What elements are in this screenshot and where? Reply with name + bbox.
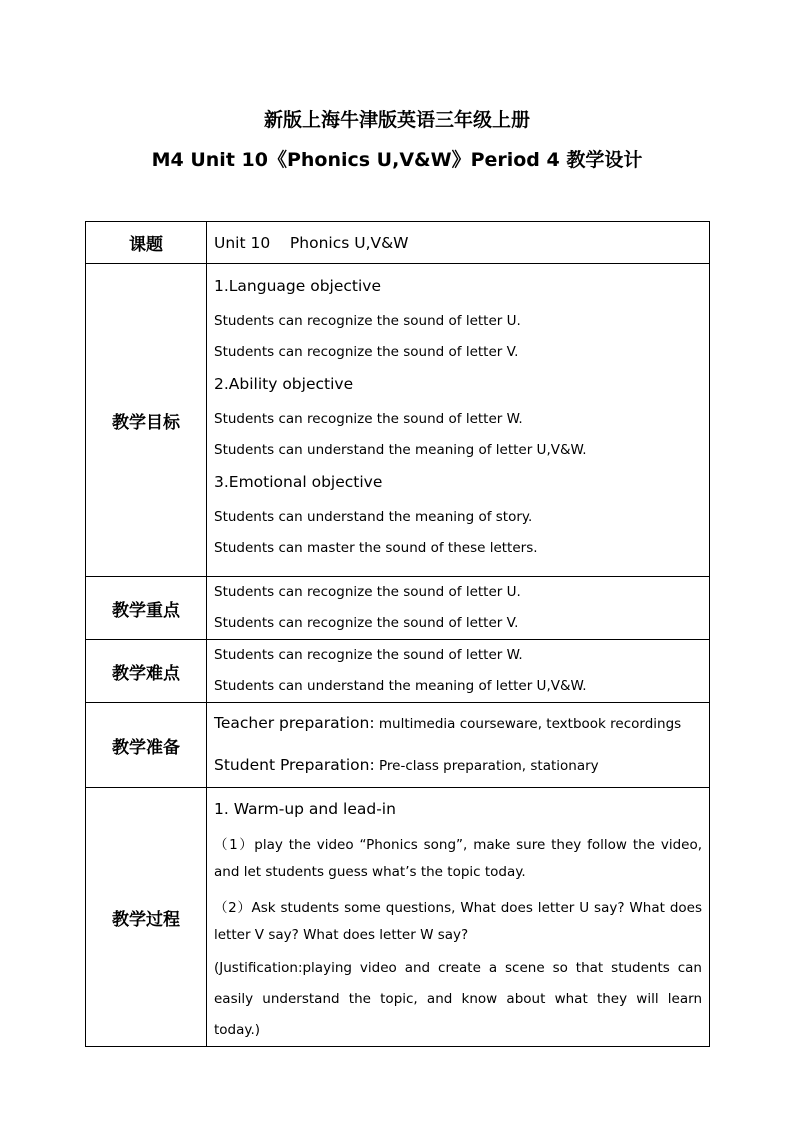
row-preparation	[86, 703, 710, 788]
row-process	[86, 788, 710, 1047]
key-point-line: Students can recognize the sound of letter U.	[214, 584, 521, 600]
student-preparation-value: Pre-class preparation, stationary	[374, 758, 599, 774]
cell-objectives	[207, 264, 710, 577]
cell-difficult-points	[207, 640, 710, 703]
difficult-point-line: Students can recognize the sound of letter W.	[214, 647, 523, 663]
objective-heading: 3.Emotional objective	[214, 473, 383, 491]
objective-heading: 1.Language objective	[214, 277, 381, 295]
student-preparation-key: Student Preparation:	[214, 756, 375, 774]
label-difficult-points: 教学难点	[86, 640, 207, 703]
row-objectives	[86, 264, 710, 577]
label-key-points: 教学重点	[86, 577, 207, 640]
objective-heading: 2.Ability objective	[214, 375, 354, 393]
row-difficult-points	[86, 640, 710, 703]
student-preparation	[214, 745, 702, 787]
objective-line: Students can recognize the sound of letter V.	[214, 344, 519, 360]
cell-preparation	[207, 703, 710, 788]
label-objectives: 教学目标	[86, 264, 207, 577]
key-point-line: Students can recognize the sound of letter V.	[214, 615, 519, 631]
process-paragraph: （2）Ask students some questions, What does letter U say? What does letter V say? What does letter W say?	[214, 900, 702, 943]
cell-process	[207, 788, 710, 1047]
topic-value: Unit 10 Phonics U,V&W	[214, 233, 409, 252]
cell-topic	[207, 222, 710, 264]
process-paragraph: （1）play the video “Phonics song”, make sure they follow the video, and let students guess what’s the topic today.	[214, 837, 702, 880]
teacher-preparation-value: multimedia courseware, textbook recordings	[374, 716, 682, 732]
label-topic: 课题	[86, 222, 207, 264]
objective-line: Students can master the sound of these letters.	[214, 540, 538, 556]
label-preparation: 教学准备	[86, 703, 207, 788]
row-topic	[86, 222, 710, 264]
process-paragraph: (Justification:playing video and create a scene so that students can easily understand the topic, and know about what they will learn today.)	[214, 960, 702, 1038]
document-title: 新版上海牛津版英语三年级上册	[263, 109, 530, 131]
row-key-points	[86, 577, 710, 640]
label-process: 教学过程	[86, 788, 207, 1047]
difficult-point-line: Students can understand the meaning of letter U,V&W.	[214, 678, 587, 694]
objective-line: Students can recognize the sound of letter U.	[214, 313, 521, 329]
objective-line: Students can understand the meaning of story.	[214, 509, 533, 525]
document-subtitle: M4 Unit 10《Phonics U,V&W》Period 4 教学设计	[151, 149, 643, 171]
objective-line: Students can recognize the sound of letter W.	[214, 411, 523, 427]
process-heading: 1. Warm-up and lead-in	[214, 800, 396, 818]
lesson-plan-table	[85, 221, 710, 1047]
teacher-preparation-key: Teacher preparation:	[214, 714, 375, 732]
cell-key-points	[207, 577, 710, 640]
teacher-preparation	[214, 703, 702, 745]
objective-line: Students can understand the meaning of letter U,V&W.	[214, 442, 587, 458]
